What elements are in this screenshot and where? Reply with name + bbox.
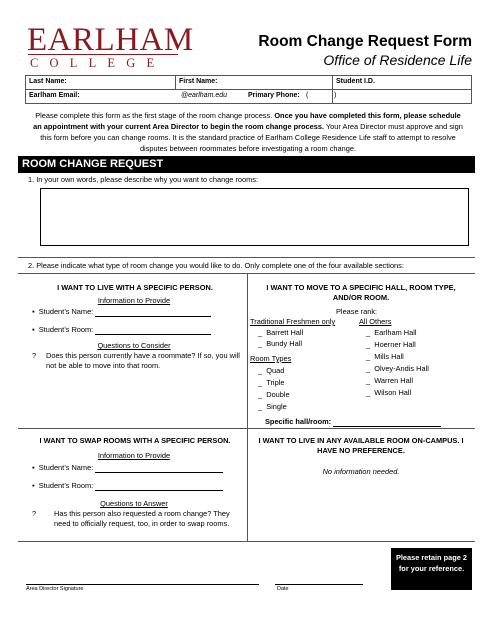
live-name-row: ▪ Student’s Name:	[32, 307, 211, 317]
grid-divider-vertical	[247, 273, 248, 541]
form-subtitle: Office of Residence Life	[323, 52, 472, 68]
hall-title: I WANT TO MOVE TO A SPECIFIC HALL, ROOM TYPE, AND/OR ROOM.	[266, 283, 456, 302]
ad-signature-label: Area Director Signature	[26, 586, 84, 592]
live-room-blank[interactable]	[95, 334, 211, 335]
live-with-title: I WANT TO LIVE WITH A SPECIFIC PERSON.	[57, 283, 213, 292]
last-name-field[interactable]: Last Name:	[26, 76, 176, 90]
rank-warren-hall[interactable]: _ Warren Hall	[366, 376, 413, 385]
phone-close-paren: )	[334, 92, 337, 99]
rank-bundy[interactable]: _ Bundy Hall	[258, 339, 302, 348]
please-rank: Please rank:	[336, 307, 378, 316]
phone-open-paren: (	[306, 92, 309, 99]
question-2: 2. Please indicate what type of room change you would like to do. Only complete one of the four available sections:	[28, 261, 404, 270]
email-field[interactable]: Earlham Email: @earlham.edu Primary Phone: ( )	[26, 90, 333, 104]
others-heading: All Others	[359, 317, 392, 326]
section-title-band: ROOM CHANGE REQUEST	[18, 156, 475, 173]
intro-paragraph: Please complete this form as the first stage of the room change process. Once you have completed this form, please schedule an appointment with your current Area Director to begin the room change process. Your Area Director must approve and sign this form before you can change rooms. It is the standard practice of Earlham College Residence Life staff to attempt to resolve disputes between roommates before investigating a room change.	[33, 111, 463, 153]
first-name-field[interactable]: First Name:	[176, 76, 333, 90]
question-1: 1. In your own words, please describe why you want to change rooms:	[28, 175, 259, 184]
swap-room-row: ▪ Student’s Room:	[32, 481, 223, 491]
rank-triple[interactable]: _ Triple	[258, 378, 285, 387]
any-room-title: I WANT TO LIVE IN ANY AVAILABLE ROOM ON-CAMPUS. I HAVE NO PREFERENCE.	[258, 436, 464, 455]
grid-divider-bottom	[18, 541, 475, 542]
retain-note: Please retain page 2 for your reference.	[391, 548, 472, 590]
rank-earlham-hall[interactable]: _ Earlham Hall	[366, 328, 417, 337]
live-questions-heading: Questions to Consider	[97, 341, 171, 350]
rank-quad[interactable]: _ Quad	[258, 366, 285, 375]
swap-questions-heading: Questions to Answer	[100, 499, 168, 508]
question-mark-icon: ?	[32, 351, 37, 360]
earlham-logo: EARLHAM	[27, 22, 194, 58]
student-info-table	[25, 75, 472, 104]
room-types-heading: Room Types	[250, 354, 292, 363]
date-line[interactable]	[275, 584, 363, 585]
bullet-icon: ▪	[32, 307, 35, 316]
college-logo-text: COLLEGE	[30, 56, 166, 70]
rank-barrett[interactable]: _ Barrett Hall	[258, 328, 304, 337]
live-name-blank[interactable]	[95, 316, 211, 317]
live-info-heading: Information to Provide	[97, 296, 171, 305]
student-id-field[interactable]: Student I.D.	[333, 76, 472, 90]
trad-heading: Traditional Freshmen only	[250, 317, 336, 326]
phone-field[interactable]	[333, 90, 472, 104]
no-info-note: No information needed.	[322, 467, 400, 476]
logo-rule	[28, 54, 178, 55]
swap-name-blank[interactable]	[95, 472, 223, 473]
swap-name-row: ▪ Student’s Name:	[32, 463, 223, 473]
form-title: Room Change Request Form	[258, 33, 472, 50]
specific-hall-row: Specific hall/room:	[265, 417, 441, 427]
reason-answer-box[interactable]	[40, 188, 469, 246]
grid-divider-horizontal	[18, 428, 475, 429]
rank-hoerner-hall[interactable]: _ Hoerner Hall	[366, 340, 416, 349]
rank-double[interactable]: _ Double	[258, 390, 290, 399]
bullet-icon: ▪	[32, 325, 35, 334]
rank-wilson-hall[interactable]: _ Wilson Hall	[366, 388, 412, 397]
swap-room-blank[interactable]	[95, 490, 223, 491]
live-question: Does this person currently have a roommate? If so, you will not be able to move into that room.	[46, 351, 240, 370]
divider	[18, 257, 475, 258]
live-room-row: ▪ Student’s Room:	[32, 325, 211, 335]
specific-hall-blank[interactable]	[333, 426, 441, 427]
bullet-icon: ▪	[32, 481, 35, 490]
phone-label: Primary Phone:	[248, 92, 300, 99]
swap-title: I WANT TO SWAP ROOMS WITH A SPECIFIC PERSON.	[39, 436, 231, 445]
question-mark-icon: ?	[32, 509, 37, 518]
rank-single[interactable]: _ Single	[258, 402, 287, 411]
rank-olvey-andis-hall[interactable]: _ Olvey-Andis Hall	[366, 364, 429, 373]
rank-mills-hall[interactable]: _ Mills Hall	[366, 352, 404, 361]
swap-info-heading: Information to Provide	[97, 451, 171, 460]
ad-signature-line[interactable]	[26, 584, 259, 585]
bullet-icon: ▪	[32, 463, 35, 472]
email-suffix: @earlham.edu	[181, 92, 228, 99]
date-label: Date	[277, 586, 289, 592]
swap-question: Has this person also requested a room change? They need to officially request, too, in order to swap rooms.	[54, 509, 230, 528]
